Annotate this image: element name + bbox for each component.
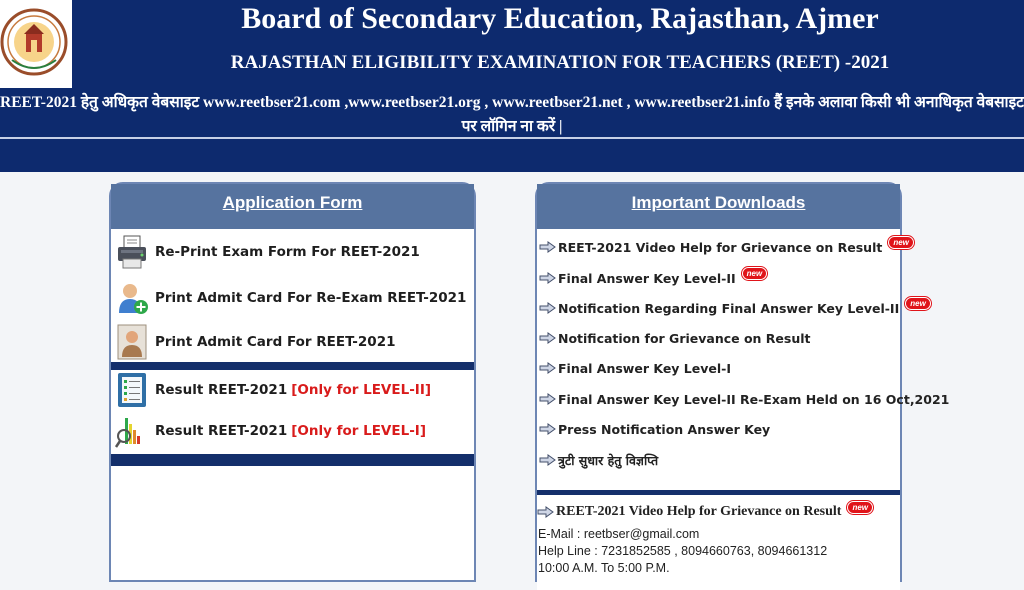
contact-hours: 10:00 A.M. To 5:00 P.M.	[538, 561, 670, 575]
section-divider	[111, 362, 474, 370]
user-photo-icon	[115, 323, 149, 361]
download-item[interactable]	[539, 388, 950, 410]
video-help-label: REET-2021 Video Help for Grievance on Result	[556, 504, 842, 519]
notice-line-2: पर लॉगिन ना करें |	[461, 118, 563, 135]
download-item[interactable]	[539, 297, 926, 319]
result-level-1-link[interactable]	[115, 411, 475, 451]
pointing-hand-icon	[539, 452, 556, 468]
pointing-hand-icon	[539, 360, 556, 376]
download-label: Final Answer Key Level-II Re-Exam Held on 16 Oct,2021	[558, 391, 950, 407]
contact-info-box	[537, 490, 900, 590]
print-admit-card-link[interactable]	[115, 322, 475, 362]
new-badge: new	[905, 297, 931, 310]
download-item[interactable]	[539, 267, 899, 289]
pointing-hand-icon	[539, 391, 556, 407]
pointing-hand-icon	[539, 421, 556, 437]
bser-emblem-icon[interactable]	[0, 0, 72, 88]
download-label: REET-2021 Video Help for Grievance on Result	[558, 239, 883, 255]
pointing-hand-icon	[539, 270, 556, 286]
new-badge: new	[888, 236, 914, 249]
application-form-heading: Application Form	[111, 184, 474, 229]
print-admit-card-reexam-link[interactable]	[115, 278, 475, 318]
notice-line-1: REET-2021 हेतु अधिकृत वेबसाइट www.reetbser21.com ,www.reetbser21.org , www.reetbser21.net , www.reetbser21.info हैं इनके अलावा किसी भी अनाधिकृत वेबसाइट	[0, 94, 1024, 111]
result-level-2-label: Result REET-2021	[155, 382, 288, 398]
header-divider	[0, 137, 1024, 139]
download-label: Final Answer Key Level-II	[558, 270, 736, 286]
site-header	[0, 0, 1024, 172]
result-level-1-tag: [Only for LEVEL-I]	[291, 423, 427, 439]
download-label: Notification for Grievance on Result	[558, 330, 811, 346]
download-item[interactable]	[539, 357, 899, 379]
pointing-hand-icon	[539, 239, 556, 255]
download-item[interactable]	[539, 327, 899, 349]
download-item[interactable]	[539, 418, 899, 440]
reprint-exam-form-label: Re-Print Exam Form For REET-2021	[155, 244, 420, 260]
pointing-hand-icon	[539, 330, 556, 346]
contact-helpline: Help Line : 7231852585 , 8094660763, 8094661312	[538, 544, 828, 558]
video-help-link[interactable]	[537, 503, 873, 521]
download-label: Final Answer Key Level-I	[558, 360, 731, 376]
printer-icon	[115, 233, 149, 271]
result-level-2-link[interactable]	[115, 370, 475, 410]
result-level-2-tag: [Only for LEVEL-II]	[291, 382, 432, 398]
new-badge: new	[742, 267, 768, 280]
reprint-exam-form-link[interactable]	[115, 232, 475, 272]
new-badge: new	[847, 501, 873, 514]
print-admit-card-label: Print Admit Card For REET-2021	[155, 334, 396, 350]
print-admit-card-reexam-label: Print Admit Card For Re-Exam REET-2021	[155, 290, 467, 306]
user-add-icon	[115, 279, 149, 317]
important-downloads-heading: Important Downloads	[537, 184, 900, 229]
result-level-1-label: Result REET-2021	[155, 423, 288, 439]
application-form-panel	[109, 182, 476, 582]
result-sheet-icon	[115, 371, 149, 409]
download-item[interactable]	[539, 449, 899, 471]
page-title: Board of Secondary Education, Rajasthan, Ajmer	[241, 2, 879, 35]
important-downloads-panel	[535, 182, 950, 582]
download-label: त्रुटी सुधार हेतु विज्ञप्ति	[558, 452, 659, 468]
download-label: Press Notification Answer Key	[558, 421, 771, 437]
result-search-icon	[115, 412, 149, 450]
download-item[interactable]	[539, 236, 909, 258]
contact-email: E-Mail : reetbser@gmail.com	[538, 527, 700, 541]
section-divider	[111, 454, 474, 466]
page-subtitle: RAJASTHAN ELIGIBILITY EXAMINATION FOR TEACHERS (REET) -2021	[230, 52, 890, 73]
official-websites-notice	[0, 91, 1024, 139]
pointing-hand-icon	[539, 300, 556, 316]
download-label: Notification Regarding Final Answer Key Level-II	[558, 300, 900, 316]
pointing-hand-icon	[537, 504, 554, 520]
